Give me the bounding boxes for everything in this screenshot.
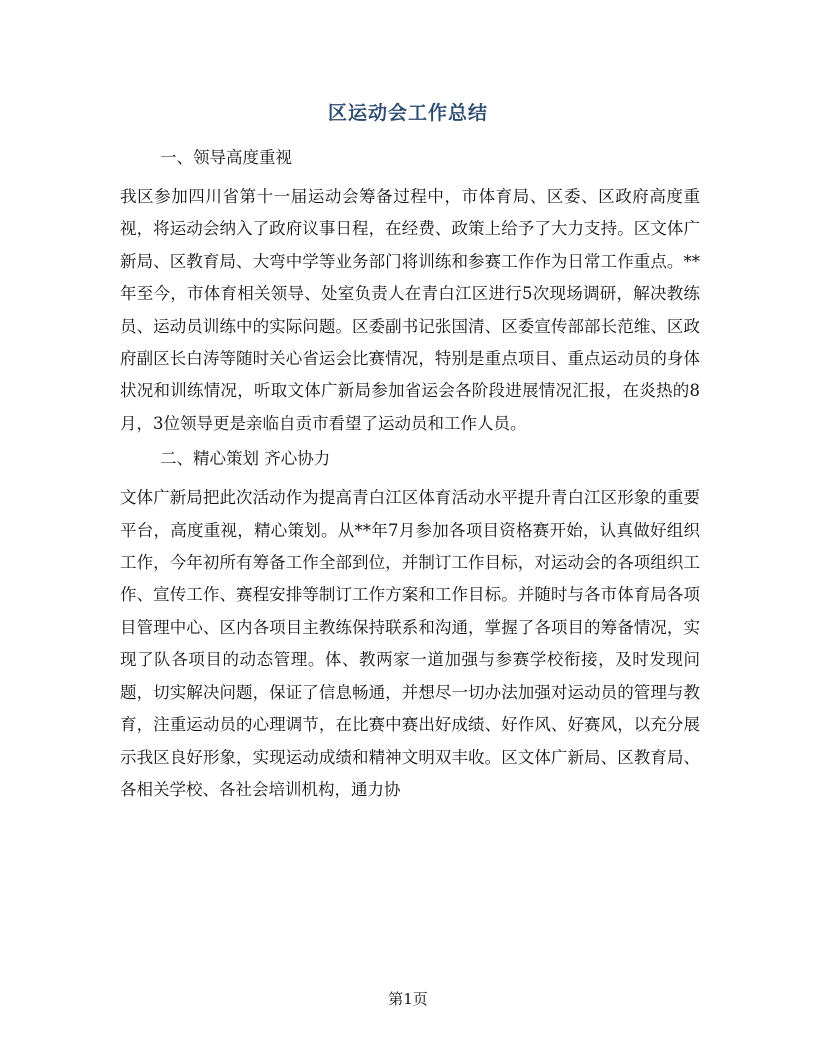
document-title: 区运动会工作总结 <box>327 102 488 124</box>
section-paragraph-1: 我区参加四川省第十一届运动会筹备过程中，市体育局、区委、区政府高度重视，将运动会纳入了政府议事日程，在经费、政策上给予了大力支持。区文体广新局、区教育局、大弯中学等业务部门将训练和参赛工作作为日常工作重点。**年至今，市体育相关领导、处室负责人在青白江区进行5次现场调研，解决教练员、运动员训练中的实际问题。区委副书记张国清、区委宣传部部长范维、区政府副区长白涛等随时关心省运会比赛情况，特别是重点项目、重点运动员的身体状况和训练情况，听取文体广新局参加省运会各阶段进展情况汇报，在炎热的8月，3位领导更是亲临自贡市看望了运动员和工作人员。 <box>120 187 700 433</box>
section-paragraph-2: 文体广新局把此次活动作为提高青白江区体育活动水平提升青白江区形象的重要平台，高度重视，精心策划。从**年7月参加各项目资格赛开始，认真做好组织工作，今年初所有筹备工作全部到位，并制订工作目标，对运动会的各项组织工作、宣传工作、赛程安排等制订工作方案和工作目标。并随时与各市体育局各项目管理中心、区内各项目主教练保持联系和沟通，掌握了各项目的筹备情况，实现了队各项目的动态管理。体、教两家一道加强与参赛学校衔接，及时发现问题，切实解决问题，保证了信息畅通，并想尽一切办法加强对运动员的管理与教育，注重运动员的心理调节，在比赛中赛出好成绩、好作风、好赛风，以充分展示我区良好形象，实现运动成绩和精神文明双丰收。区文体广新局、区教育局、各相关学校、各社会培训机构，通力协 <box>120 488 700 799</box>
page-number: 第1页 <box>388 990 428 1008</box>
section-heading-1: 一、领导高度重视 <box>160 148 292 167</box>
document-body <box>120 147 700 814</box>
section-heading-2: 二、精心策划 齐心协力 <box>160 449 331 469</box>
